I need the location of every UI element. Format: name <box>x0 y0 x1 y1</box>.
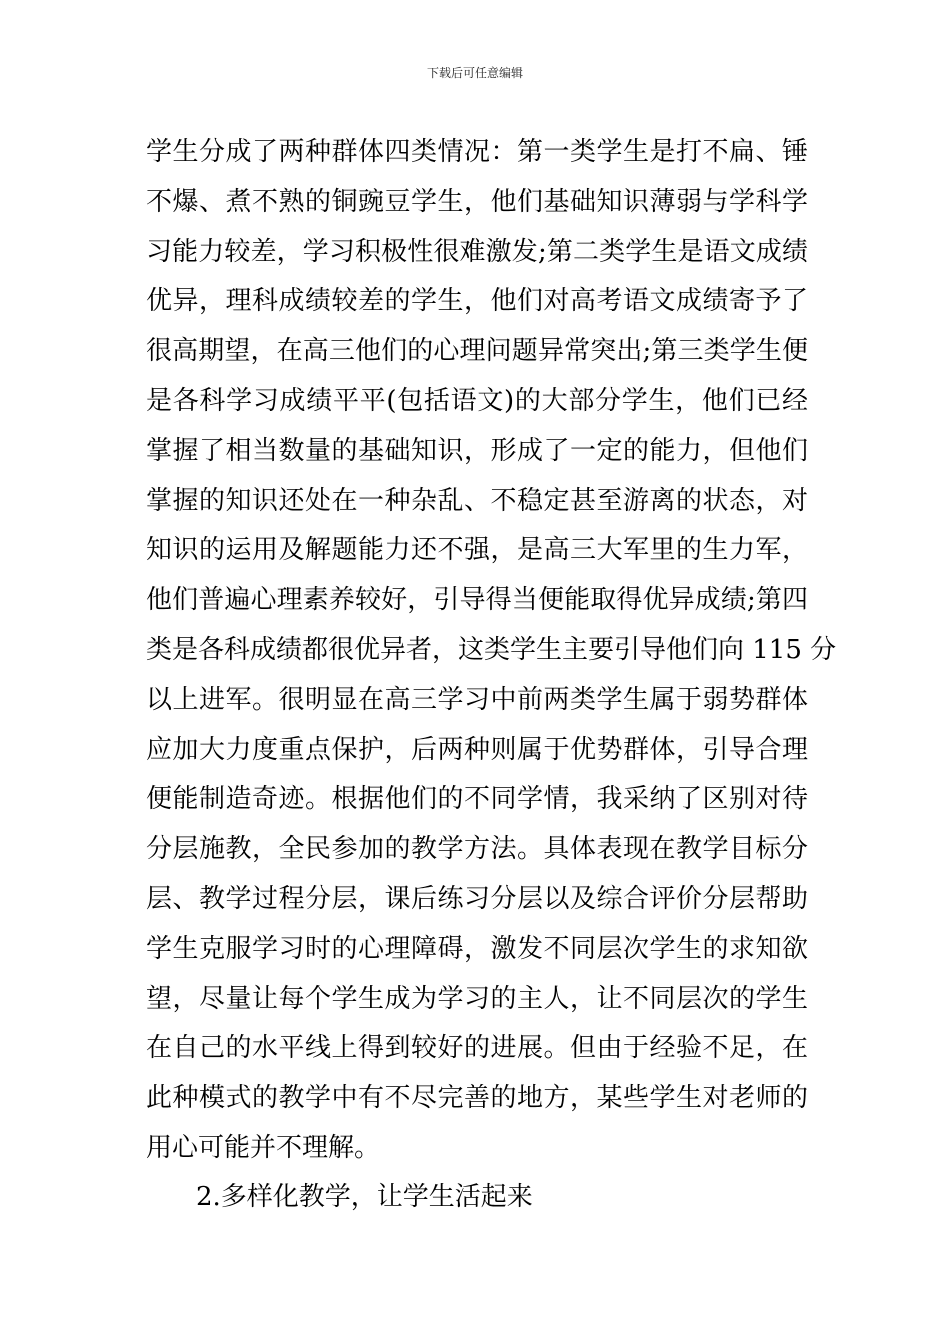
paragraph-line: 不爆、煮不熟的铜豌豆学生，他们基础知识薄弱与学科学 <box>146 186 808 217</box>
paragraph-line: 层、教学过程分层，课后练习分层以及综合评价分层帮助 <box>146 883 808 914</box>
paragraph-line: 是各科学习成绩平平(包括语文)的大部分学生，他们已经 <box>146 385 808 416</box>
paragraph-line: 学生分成了两种群体四类情况：第一类学生是打不扁、锤 <box>146 137 808 167</box>
page-header: 下载后可任意编辑 <box>426 66 523 80</box>
paragraph-line: 以上进军。很明显在高三学习中前两类学生属于弱势群体 <box>146 684 808 715</box>
paragraph-line: 习能力较差，学习积极性很难激发;第二类学生是语文成绩 <box>146 236 808 267</box>
paragraph-line: 类是各科成绩都很优异者，这类学生主要引导他们向 115 分 <box>146 634 837 665</box>
section-heading: 2.多样化教学，让学生活起来 <box>196 1182 533 1212</box>
paragraph-line: 在自己的水平线上得到较好的进展。但由于经验不足，在 <box>146 1033 808 1064</box>
paragraph-line: 学生克服学习时的心理障碍，激发不同层次学生的求知欲 <box>146 933 808 964</box>
paragraph-line: 用心可能并不理解。 <box>146 1132 381 1163</box>
paragraph-line: 望，尽量让每个学生成为学习的主人，让不同层次的学生 <box>146 983 808 1014</box>
paragraph-line: 他们普遍心理素养较好，引导得当便能取得优异成绩;第四 <box>146 585 808 616</box>
paragraph-line: 知识的运用及解题能力还不强，是高三大军里的生力军， <box>146 535 808 566</box>
paragraph-line: 分层施教，全民参加的教学方法。具体表现在教学目标分 <box>146 834 808 865</box>
body-paragraph <box>146 128 837 1174</box>
paragraph-line: 掌握的知识还处在一种杂乱、不稳定甚至游离的状态，对 <box>146 485 808 516</box>
paragraph-line: 应加大力度重点保护，后两种则属于优势群体，引导合理 <box>146 734 808 765</box>
paragraph-line: 便能制造奇迹。根据他们的不同学情，我采纳了区别对待 <box>146 784 808 815</box>
paragraph-line: 很高期望，在高三他们的心理问题异常突出;第三类学生便 <box>146 336 808 367</box>
paragraph-line: 掌握了相当数量的基础知识，形成了一定的能力，但他们 <box>146 435 808 466</box>
paragraph-line: 此种模式的教学中有不尽完善的地方，某些学生对老师的 <box>146 1083 808 1114</box>
paragraph-line: 优异，理科成绩较差的学生，他们对高考语文成绩寄予了 <box>146 286 808 317</box>
